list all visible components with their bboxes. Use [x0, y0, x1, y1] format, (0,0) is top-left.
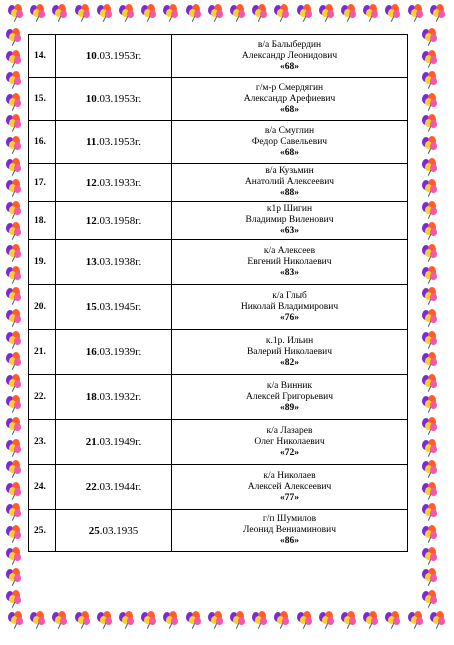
balloon-icon	[422, 525, 438, 543]
person-rank: к/а Лазарев	[266, 425, 313, 436]
birth-day: 10	[85, 50, 97, 62]
table-row	[29, 35, 407, 78]
birth-date	[55, 240, 171, 284]
anniversary-table	[28, 34, 408, 552]
balloon-icon	[422, 309, 438, 327]
balloon-icon	[52, 611, 68, 629]
balloon-icon	[422, 331, 438, 349]
balloon-icon	[422, 287, 438, 305]
person-age: «83»	[280, 267, 299, 278]
balloon-icon	[6, 93, 22, 111]
birth-day: 12	[85, 214, 97, 227]
person-name: Александр Арефиевич	[243, 93, 336, 104]
person-name: Валерий Николаевич	[246, 346, 333, 357]
person-age: «77»	[280, 492, 299, 503]
person-name: Леонид Вениаминович	[243, 525, 336, 535]
table-row	[29, 330, 407, 375]
balloon-icon	[422, 482, 438, 500]
row-number: 18.	[34, 215, 46, 226]
balloon-icon	[422, 114, 438, 132]
table-row	[29, 78, 407, 121]
balloon-icon	[422, 460, 438, 478]
balloon-icon	[75, 4, 91, 22]
person-name: Анатолий Алексеевич	[244, 177, 335, 187]
person-cell	[171, 121, 407, 163]
table-row	[29, 375, 407, 420]
birth-date	[55, 330, 171, 374]
balloon-icon	[422, 266, 438, 284]
row-number: 17.	[34, 177, 46, 188]
balloon-icon	[422, 179, 438, 197]
balloon-icon	[252, 4, 268, 22]
person-age: «63»	[280, 226, 299, 236]
balloon-icon	[6, 439, 22, 457]
balloon-icon	[6, 417, 22, 435]
balloon-icon	[6, 525, 22, 543]
balloon-icon	[6, 201, 22, 219]
person-cell	[171, 164, 407, 201]
balloon-icon	[6, 179, 22, 197]
balloon-icon	[422, 93, 438, 111]
person-rank: г/м-р Смердягин	[255, 82, 324, 93]
balloon-icon	[422, 547, 438, 565]
person-rank: в/а Кузьмин	[265, 166, 314, 176]
balloon-icon	[119, 4, 135, 22]
person-rank: г/п Шумилов	[262, 514, 317, 524]
balloon-icon	[6, 590, 22, 608]
balloon-icon	[422, 503, 438, 521]
balloon-icon	[422, 28, 438, 46]
person-cell	[171, 375, 407, 419]
balloon-icon	[422, 136, 438, 154]
balloon-icon	[422, 71, 438, 89]
balloon-border-left	[6, 28, 28, 608]
person-rank: к.1р. Ильин	[265, 335, 314, 346]
balloon-icon	[30, 4, 46, 22]
person-age: «68»	[280, 61, 299, 72]
table-row	[29, 420, 407, 465]
person-cell	[171, 465, 407, 509]
person-name: Федор Савельевич	[251, 136, 328, 147]
person-age: «76»	[280, 312, 299, 323]
person-age: «68»	[280, 147, 299, 158]
person-name: Евгений Николаевич	[247, 256, 332, 267]
balloon-icon	[6, 309, 22, 327]
balloon-icon	[430, 611, 446, 629]
balloon-icon	[119, 611, 135, 629]
person-age: «89»	[280, 402, 299, 413]
birth-date	[55, 78, 171, 120]
balloon-icon	[141, 611, 157, 629]
balloon-icon	[186, 4, 202, 22]
balloon-icon	[408, 611, 424, 629]
balloon-border-bottom	[8, 611, 446, 633]
person-name: Олег Николаевич	[254, 436, 325, 447]
row-number: 24.	[34, 482, 46, 492]
row-number: 14.	[34, 51, 46, 61]
person-age: «72»	[280, 447, 299, 458]
birth-date	[55, 121, 171, 163]
person-rank: в/а Балыбердин	[257, 39, 322, 50]
birth-day: 22	[85, 481, 97, 493]
person-cell	[171, 78, 407, 120]
person-cell	[171, 285, 407, 329]
birth-month-year: .03.1953г.	[96, 93, 142, 105]
balloon-icon	[6, 568, 22, 586]
birth-day: 10	[85, 93, 97, 105]
person-cell	[171, 510, 407, 551]
birth-month-year: .03.1933г.	[96, 176, 142, 189]
birth-month-year: .03.1945г.	[96, 301, 142, 313]
balloon-icon	[186, 611, 202, 629]
birth-month-year: .03.1944г.	[96, 481, 142, 493]
balloon-icon	[430, 4, 446, 22]
balloon-icon	[297, 4, 313, 22]
balloon-icon	[319, 4, 335, 22]
birth-date	[55, 510, 171, 551]
balloon-icon	[6, 460, 22, 478]
birth-date	[55, 285, 171, 329]
person-cell	[171, 240, 407, 284]
person-rank: к/а Алексеев	[263, 245, 316, 256]
balloon-icon	[6, 50, 22, 68]
balloon-icon	[6, 266, 22, 284]
balloon-icon	[6, 331, 22, 349]
balloon-icon	[30, 611, 46, 629]
balloon-icon	[274, 4, 290, 22]
table-row	[29, 164, 407, 202]
person-name: Николай Владимирович	[240, 301, 339, 312]
balloon-icon	[6, 374, 22, 392]
balloon-icon	[422, 590, 438, 608]
balloon-icon	[422, 222, 438, 240]
birth-month-year: .03.1953г.	[96, 50, 142, 62]
person-name: Александр Леонидович	[241, 50, 338, 61]
balloon-icon	[97, 4, 113, 22]
person-age: «82»	[280, 357, 299, 368]
balloon-icon	[6, 244, 22, 262]
balloon-icon	[341, 4, 357, 22]
balloon-icon	[6, 287, 22, 305]
birth-date	[55, 164, 171, 201]
row-number: 21.	[34, 347, 46, 357]
person-age: «88»	[280, 188, 299, 198]
balloon-icon	[6, 158, 22, 176]
person-rank: к/а Глыб	[272, 290, 307, 301]
balloon-icon	[422, 568, 438, 586]
birth-day: 16	[85, 346, 97, 358]
person-rank: к/а Николаев	[263, 470, 316, 481]
person-name: Алексей Григорьевич	[246, 391, 333, 402]
row-number: 15.	[34, 94, 46, 104]
balloon-icon	[163, 611, 179, 629]
balloon-icon	[163, 4, 179, 22]
birth-day: 13	[85, 256, 97, 268]
birth-date	[55, 465, 171, 509]
balloon-icon	[341, 611, 357, 629]
person-cell	[171, 420, 407, 464]
balloon-icon	[6, 482, 22, 500]
person-rank: к1р Шигин	[266, 204, 313, 214]
balloon-icon	[75, 611, 91, 629]
row-number: 20.	[34, 302, 46, 312]
balloon-icon	[297, 611, 313, 629]
balloon-icon	[422, 352, 438, 370]
person-name: Алексей Алексеевич	[247, 481, 332, 492]
person-name: Владимир Виленович	[245, 215, 334, 225]
balloon-icon	[6, 114, 22, 132]
balloon-icon	[97, 611, 113, 629]
balloon-icon	[6, 395, 22, 413]
birth-date	[55, 420, 171, 464]
birth-day: 15	[85, 301, 97, 313]
row-number: 19.	[34, 257, 46, 267]
balloon-icon	[422, 439, 438, 457]
balloon-border-top	[8, 4, 446, 26]
birth-month-year: .03.1932г.	[96, 391, 142, 403]
person-cell	[171, 202, 407, 239]
balloon-icon	[6, 503, 22, 521]
birth-month-year: .03.1939г.	[96, 346, 142, 358]
birth-day: 11	[86, 136, 97, 148]
balloon-icon	[8, 611, 24, 629]
birth-month-year: .03.1935	[99, 524, 139, 537]
balloon-icon	[385, 611, 401, 629]
table-row	[29, 240, 407, 285]
balloon-icon	[422, 244, 438, 262]
table-row	[29, 121, 407, 164]
balloon-icon	[422, 374, 438, 392]
birth-month-year: .03.1953г.	[96, 136, 141, 148]
balloon-icon	[422, 158, 438, 176]
birth-date	[55, 35, 171, 77]
birth-month-year: .03.1949г.	[96, 436, 142, 448]
table-row	[29, 510, 407, 551]
balloon-icon	[230, 4, 246, 22]
balloon-icon	[8, 4, 24, 22]
birth-day: 12	[85, 176, 97, 189]
balloon-icon	[230, 611, 246, 629]
balloon-icon	[141, 4, 157, 22]
row-number: 16.	[34, 137, 46, 147]
balloon-icon	[422, 395, 438, 413]
balloon-icon	[252, 611, 268, 629]
birth-day: 21	[85, 436, 97, 448]
balloon-icon	[408, 4, 424, 22]
birth-date	[55, 375, 171, 419]
balloon-icon	[6, 136, 22, 154]
balloon-icon	[6, 222, 22, 240]
birth-month-year: .03.1938г.	[96, 256, 142, 268]
balloon-icon	[274, 611, 290, 629]
table-row	[29, 285, 407, 330]
balloon-icon	[52, 4, 68, 22]
balloon-icon	[422, 417, 438, 435]
balloon-icon	[208, 611, 224, 629]
balloon-icon	[6, 352, 22, 370]
person-cell	[171, 330, 407, 374]
balloon-icon	[6, 28, 22, 46]
person-cell	[171, 35, 407, 77]
balloon-icon	[363, 611, 379, 629]
table-row	[29, 202, 407, 240]
birth-date	[55, 202, 171, 239]
balloon-icon	[363, 4, 379, 22]
balloon-icon	[422, 50, 438, 68]
person-age: «68»	[280, 104, 299, 115]
balloon-icon	[6, 547, 22, 565]
balloon-icon	[208, 4, 224, 22]
birth-month-year: .03.1958г.	[96, 214, 142, 227]
birth-day: 18	[85, 391, 97, 403]
birth-day: 25	[88, 524, 100, 537]
person-age: «86»	[280, 536, 299, 546]
balloon-icon	[6, 71, 22, 89]
balloon-icon	[422, 201, 438, 219]
row-number: 22.	[34, 392, 46, 402]
person-rank: в/а Смуглин	[264, 125, 315, 136]
balloon-icon	[319, 611, 335, 629]
row-number: 23.	[34, 437, 46, 447]
table-row	[29, 465, 407, 510]
balloon-icon	[385, 4, 401, 22]
person-rank: к/а Винник	[266, 380, 313, 391]
balloon-border-right	[422, 28, 444, 608]
row-number: 25.	[34, 525, 46, 536]
